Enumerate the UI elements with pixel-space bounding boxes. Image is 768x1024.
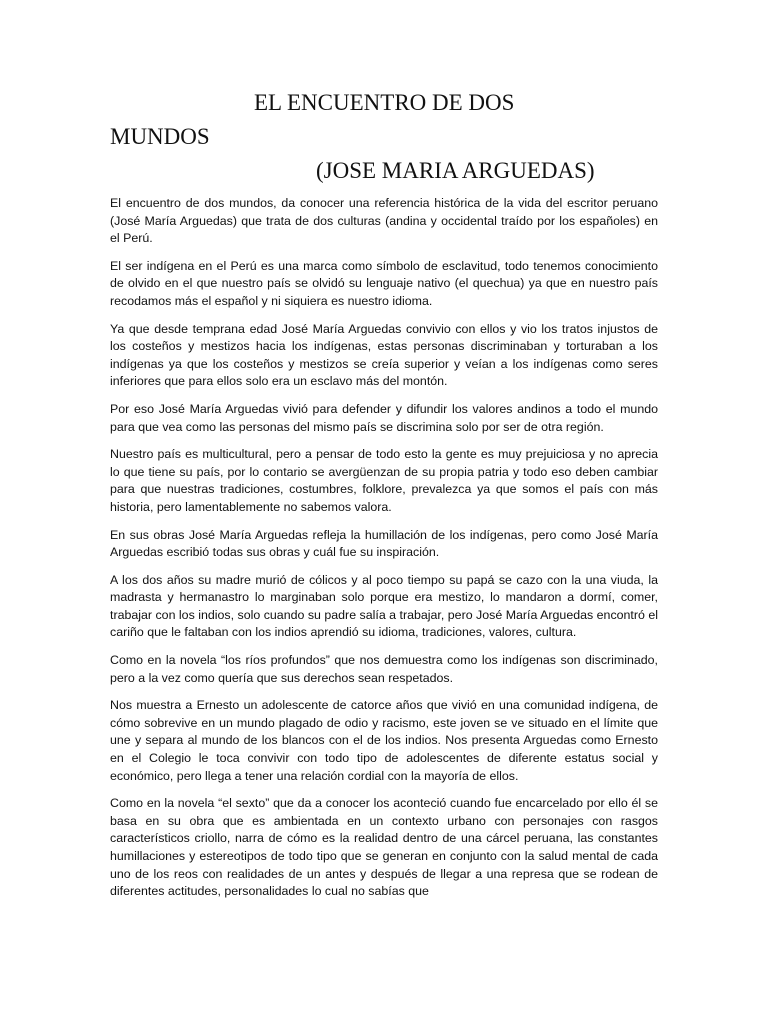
paragraph: Nos muestra a Ernesto un adolescente de catorce años que vivió en una comunidad indígena, de cómo sobrevive en un mundo plagado de odio y racismo, este joven se ve situado en el límite que une y separa al mundo de los blancos con el de los indios. Nos presenta Arguedas como Ernesto en el Colegio le toca convivir con todo tipo de adolescentes de diferente estatus social y económico, pero llega a tener una relación cordial con la mayoría de ellos. [110,698,658,783]
title-line-2: MUNDOS [110,124,210,149]
document-body [110,195,658,911]
paragraph: Nuestro país es multicultural, pero a pensar de todo esto la gente es muy prejuiciosa y no aprecia lo que tiene su país, por lo contario se avergüenzan de su propia patria y todo eso deben cambiar para que nuestras tradiciones, costumbres, folklore, prevalezca ya que somos el país con más historia, pero lamentablemente no sabemos valora. [110,447,658,514]
document-title [110,86,670,154]
paragraph: Como en la novela “los ríos profundos” que nos demuestra como los indígenas son discriminado, pero a la vez como quería que sus derechos sean respetados. [110,653,658,685]
paragraph: Ya que desde temprana edad José María Arguedas convivio con ellos y vio los tratos injustos de los costeños y mestizos hacia los indígenas, estas personas discriminaban y torturaban a los indígenas ya que los costeños y mestizos se creía superior y veían a los indígenas como seres inferiores que para ellos solo era un esclavo más del montón. [110,321,658,389]
paragraph: En sus obras José María Arguedas refleja la humillación de los indígenas, pero como José María Arguedas escribió todas sus obras y cuál fue su inspiración. [110,527,658,560]
paragraph: El ser indígena en el Perú es una marca como símbolo de esclavitud, todo tenemos conocimiento de olvido en el que nuestro país se olvidó su lenguaje nativo (el quechua) ya que en nuestro país recodamos más el español y ni siquiera es nuestro idioma. [110,258,658,308]
paragraph: El encuentro de dos mundos, da conocer una referencia histórica de la vida del escritor peruano (José María Arguedas) que trata de dos culturas (andina y occidental traído por los españoles) en el Perú. [110,196,658,246]
paragraph: Como en la novela “el sexto” que da a conocer los aconteció cuando fue encarcelado por ello él se basa en su obra que es ambientada en un contexto urbano con personajes con rasgos característicos criollo, narra de cómo es la realidad dentro de una cárcel peruana, las constantes humillaciones y estereotipos de todo tipo que se generan en conjunto con la salud mental de cada uno de los reos con realidades de un antes y después de llegar a una represa que se rodean de diferentes actitudes, personalidades lo cual no sabías que [110,796,658,899]
document-subtitle: (JOSE MARIA ARGUEDAS) [316,158,595,183]
title-line-1: EL ENCUENTRO DE DOS [254,90,515,115]
paragraph: Por eso José María Arguedas vivió para defender y difundir los valores andinos a todo el mundo para que vea como las personas del mismo país se discrimina solo por ser de otra región. [110,401,658,434]
paragraph: A los dos años su madre murió de cólicos y al poco tiempo su papá se cazo con la una viuda, la madrasta y hermanastro lo marginaban solo porque era mestizo, lo mandaron a dormí, comer, trabajar con los indios, solo cuando su padre salía a trabajar, pero José María Arguedas encontró el cariño que le faltaban con los indios aprendió su idioma, tradiciones, valores, cultura. [110,572,658,640]
